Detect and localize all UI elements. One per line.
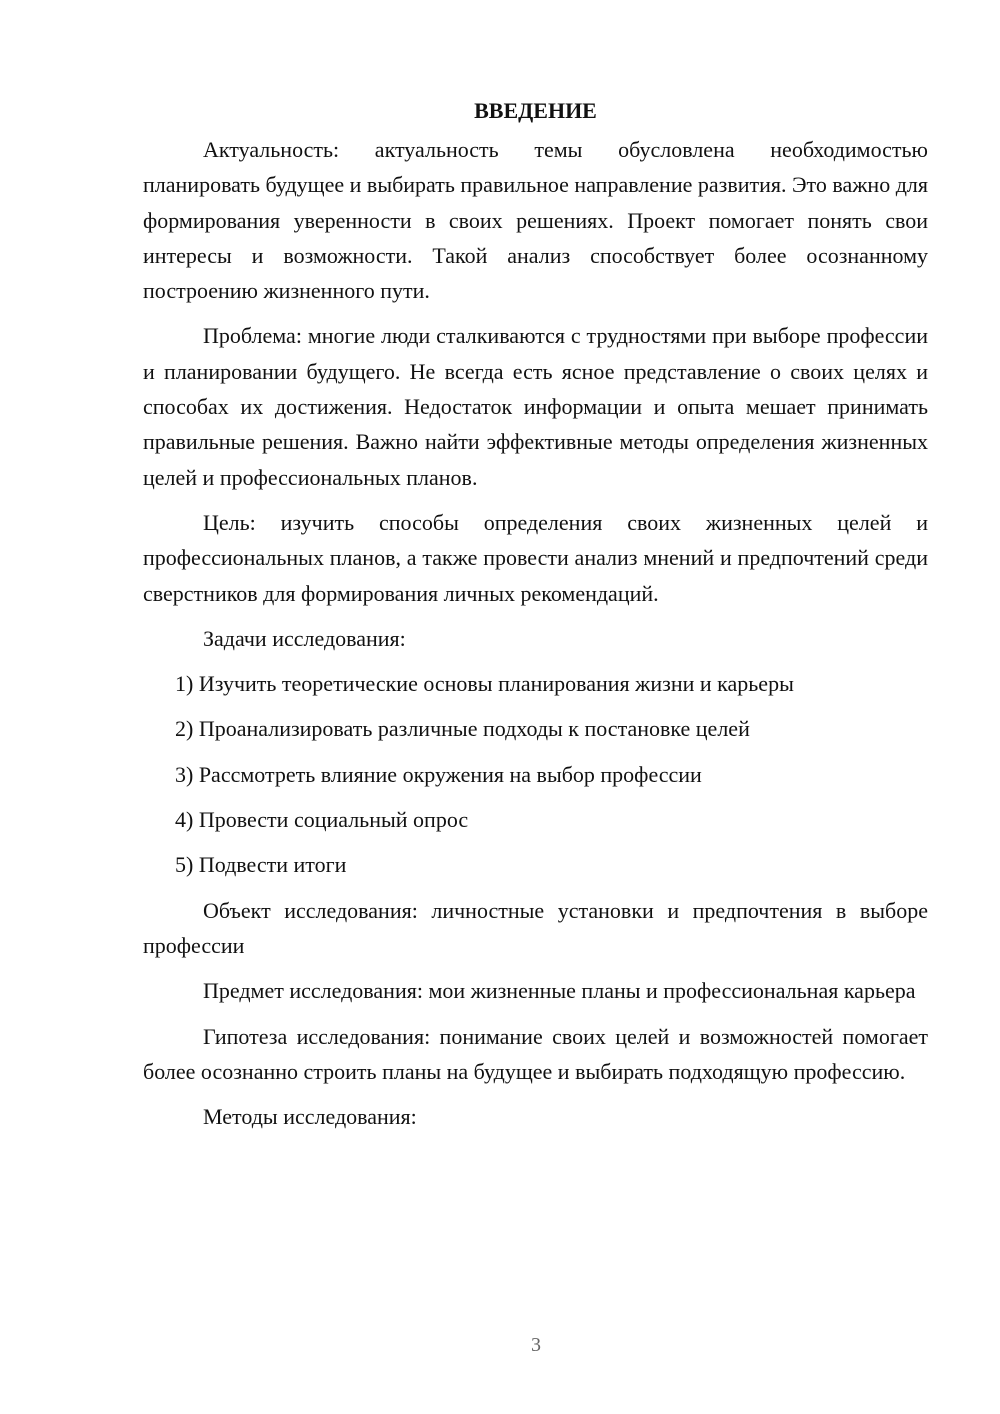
tasks-list xyxy=(143,666,928,882)
paragraph-problem: Проблема: многие люди сталкиваются с трудностями при выборе профессии и планировании будущего. Не всегда есть ясное представление о своих целях и способах их достижения. Недостаток информации и опыта мешает принимать правильные решения. Важно найти эффективные методы определения жизненных целей и профессиональных планов. xyxy=(143,323,928,490)
paragraph-relevance: Актуальность: актуальность темы обусловлена необходимостью планировать будущее и выбирать правильное направление развития. Это важно для формирования уверенности в своих решениях. Проект помогает понять свои интересы и возможности. Такой анализ способствует более осознанному построению жизненного пути. xyxy=(143,137,928,304)
list-item: 1) Изучить теоретические основы планирования жизни и карьеры xyxy=(175,671,794,697)
list-item: 4) Провести социальный опрос xyxy=(175,807,469,833)
list-item: 2) Проанализировать различные подходы к постановке целей xyxy=(175,716,750,742)
paragraph-hypothesis: Гипотеза исследования: понимание своих целей и возможностей помогает более осознанно строить планы на будущее и выбирать подходящую профессию. xyxy=(143,1023,928,1084)
paragraph-subject: Предмет исследования: мои жизненные планы и профессиональная карьера xyxy=(203,978,916,1004)
paragraph-goal: Цель: изучить способы определения своих жизненных целей и профессиональных планов, а также провести анализ мнений и предпочтений среди сверстников для формирования личных рекомендаций. xyxy=(143,509,928,606)
document-page xyxy=(143,96,928,1144)
page-title: ВВЕДЕНИЕ xyxy=(474,98,597,123)
paragraph-object: Объект исследования: личностные установки и предпочтения в выборе профессии xyxy=(143,897,928,958)
page-number: 3 xyxy=(531,1334,541,1356)
tasks-heading: Задачи исследования: xyxy=(203,625,406,651)
methods-heading: Методы исследования: xyxy=(203,1104,417,1130)
list-item: 5) Подвести итоги xyxy=(175,852,347,878)
list-item: 3) Рассмотреть влияние окружения на выбор профессии xyxy=(175,761,702,787)
